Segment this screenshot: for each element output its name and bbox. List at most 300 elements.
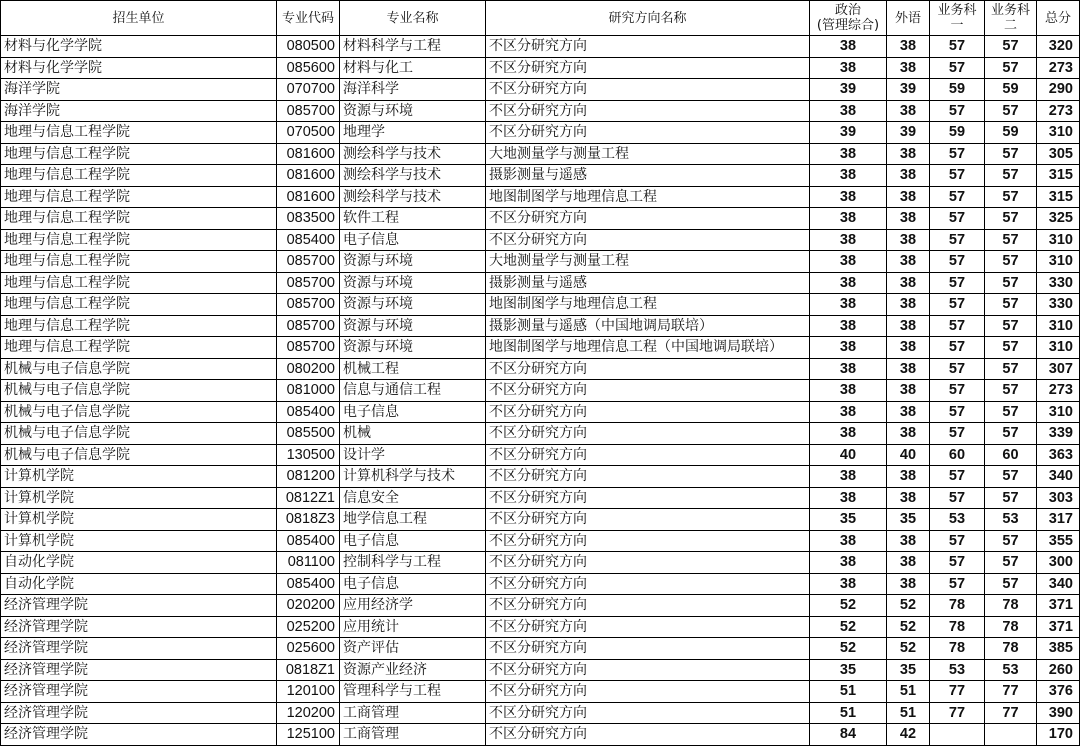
cell-politics: 38 <box>810 100 887 122</box>
cell-unit: 经济管理学院 <box>1 681 277 703</box>
cell-direction: 大地测量学与测量工程 <box>486 251 810 273</box>
cell-subject-one: 57 <box>930 358 985 380</box>
cell-politics: 84 <box>810 724 887 746</box>
cell-subject-two: 57 <box>985 143 1037 165</box>
cell-unit: 地理与信息工程学院 <box>1 251 277 273</box>
cell-unit: 海洋学院 <box>1 100 277 122</box>
table-row <box>1 616 1080 638</box>
cell-unit: 计算机学院 <box>1 487 277 509</box>
cell-unit: 机械与电子信息学院 <box>1 358 277 380</box>
cell-unit: 自动化学院 <box>1 573 277 595</box>
cell-total: 273 <box>1037 57 1080 79</box>
cell-unit: 地理与信息工程学院 <box>1 122 277 144</box>
cell-foreign-language: 38 <box>887 100 930 122</box>
table-row <box>1 444 1080 466</box>
cell-foreign-language: 38 <box>887 251 930 273</box>
cell-unit: 地理与信息工程学院 <box>1 229 277 251</box>
cell-politics: 51 <box>810 702 887 724</box>
table-body <box>1 36 1080 746</box>
cell-subject-two: 57 <box>985 573 1037 595</box>
cell-unit: 经济管理学院 <box>1 616 277 638</box>
cell-subject-two: 57 <box>985 401 1037 423</box>
cell-total: 170 <box>1037 724 1080 746</box>
cell-unit: 地理与信息工程学院 <box>1 272 277 294</box>
cell-total: 390 <box>1037 702 1080 724</box>
cell-direction: 不区分研究方向 <box>486 444 810 466</box>
header-code: 专业代码 <box>277 1 340 36</box>
cell-politics: 38 <box>810 552 887 574</box>
cell-politics: 38 <box>810 272 887 294</box>
cell-direction: 不区分研究方向 <box>486 552 810 574</box>
cell-subject-two: 57 <box>985 294 1037 316</box>
header-major: 专业名称 <box>340 1 486 36</box>
cell-politics: 38 <box>810 315 887 337</box>
cell-politics: 38 <box>810 143 887 165</box>
cell-major-name: 资源与环境 <box>340 315 486 337</box>
cell-subject-one: 57 <box>930 57 985 79</box>
cell-direction: 不区分研究方向 <box>486 487 810 509</box>
cell-unit: 地理与信息工程学院 <box>1 337 277 359</box>
cell-subject-two: 57 <box>985 229 1037 251</box>
table-row <box>1 294 1080 316</box>
cell-politics: 38 <box>810 208 887 230</box>
cell-total: 305 <box>1037 143 1080 165</box>
cell-foreign-language: 38 <box>887 208 930 230</box>
cell-politics: 35 <box>810 509 887 531</box>
cell-direction: 不区分研究方向 <box>486 509 810 531</box>
cell-direction: 不区分研究方向 <box>486 595 810 617</box>
header-foreign-language: 外语 <box>887 1 930 36</box>
cell-direction: 不区分研究方向 <box>486 401 810 423</box>
cell-major-code: 085700 <box>277 337 340 359</box>
cell-total: 260 <box>1037 659 1080 681</box>
cell-unit: 经济管理学院 <box>1 724 277 746</box>
cell-subject-one: 78 <box>930 595 985 617</box>
cell-major-code: 081000 <box>277 380 340 402</box>
cell-subject-two: 59 <box>985 79 1037 101</box>
cell-foreign-language: 38 <box>887 186 930 208</box>
cell-foreign-language: 38 <box>887 573 930 595</box>
cell-subject-one: 57 <box>930 401 985 423</box>
cell-politics: 52 <box>810 638 887 660</box>
table-row <box>1 315 1080 337</box>
cell-subject-one: 78 <box>930 638 985 660</box>
cell-subject-one <box>930 724 985 746</box>
cell-major-code: 085700 <box>277 100 340 122</box>
cell-foreign-language: 38 <box>887 229 930 251</box>
cell-direction: 不区分研究方向 <box>486 122 810 144</box>
cell-unit: 计算机学院 <box>1 509 277 531</box>
table-row <box>1 509 1080 531</box>
cell-foreign-language: 38 <box>887 530 930 552</box>
cell-unit: 地理与信息工程学院 <box>1 186 277 208</box>
cell-major-name: 资源产业经济 <box>340 659 486 681</box>
table-row <box>1 401 1080 423</box>
cell-major-code: 081200 <box>277 466 340 488</box>
table-row <box>1 552 1080 574</box>
cell-total: 310 <box>1037 315 1080 337</box>
cell-subject-one: 57 <box>930 573 985 595</box>
cell-major-code: 0812Z1 <box>277 487 340 509</box>
cell-politics: 38 <box>810 165 887 187</box>
cell-direction: 不区分研究方向 <box>486 466 810 488</box>
cell-politics: 38 <box>810 423 887 445</box>
table-row <box>1 659 1080 681</box>
cell-politics: 38 <box>810 401 887 423</box>
cell-foreign-language: 38 <box>887 552 930 574</box>
cell-major-name: 软件工程 <box>340 208 486 230</box>
cell-subject-one: 57 <box>930 530 985 552</box>
cell-foreign-language: 38 <box>887 36 930 58</box>
table-row <box>1 466 1080 488</box>
cell-subject-two: 78 <box>985 616 1037 638</box>
cell-politics: 38 <box>810 487 887 509</box>
cell-total: 317 <box>1037 509 1080 531</box>
cell-foreign-language: 51 <box>887 681 930 703</box>
cell-subject-two: 57 <box>985 100 1037 122</box>
cell-major-name: 材料科学与工程 <box>340 36 486 58</box>
cell-major-code: 120100 <box>277 681 340 703</box>
table-row <box>1 487 1080 509</box>
table-row <box>1 573 1080 595</box>
cell-total: 385 <box>1037 638 1080 660</box>
cell-foreign-language: 38 <box>887 143 930 165</box>
cell-subject-two: 57 <box>985 36 1037 58</box>
table-row <box>1 36 1080 58</box>
cell-politics: 38 <box>810 57 887 79</box>
cell-subject-two: 57 <box>985 552 1037 574</box>
table-row <box>1 530 1080 552</box>
cell-unit: 材料与化学学院 <box>1 57 277 79</box>
cell-major-code: 020200 <box>277 595 340 617</box>
cell-subject-two: 59 <box>985 122 1037 144</box>
cell-politics: 40 <box>810 444 887 466</box>
cell-subject-one: 57 <box>930 487 985 509</box>
cell-unit: 经济管理学院 <box>1 638 277 660</box>
header-politics: 政治 (管理综合) <box>810 1 887 36</box>
table-row <box>1 251 1080 273</box>
cell-foreign-language: 35 <box>887 659 930 681</box>
cell-direction: 不区分研究方向 <box>486 208 810 230</box>
cell-major-name: 测绘科学与技术 <box>340 186 486 208</box>
cell-foreign-language: 38 <box>887 165 930 187</box>
cell-foreign-language: 38 <box>887 466 930 488</box>
cell-major-code: 083500 <box>277 208 340 230</box>
cell-subject-two: 57 <box>985 272 1037 294</box>
cell-unit: 计算机学院 <box>1 466 277 488</box>
cell-major-name: 地理学 <box>340 122 486 144</box>
cell-major-code: 085400 <box>277 401 340 423</box>
cell-politics: 38 <box>810 36 887 58</box>
cell-subject-one: 77 <box>930 702 985 724</box>
cell-major-name: 应用经济学 <box>340 595 486 617</box>
cell-major-name: 信息与通信工程 <box>340 380 486 402</box>
cell-subject-two: 57 <box>985 466 1037 488</box>
cell-subject-two: 53 <box>985 509 1037 531</box>
cell-subject-one: 53 <box>930 659 985 681</box>
cell-direction: 摄影测量与遥感（中国地调局联培） <box>486 315 810 337</box>
cell-total: 371 <box>1037 595 1080 617</box>
cell-major-code: 070500 <box>277 122 340 144</box>
cell-major-name: 管理科学与工程 <box>340 681 486 703</box>
cell-unit: 地理与信息工程学院 <box>1 165 277 187</box>
cell-politics: 38 <box>810 466 887 488</box>
cell-politics: 52 <box>810 595 887 617</box>
table-row <box>1 57 1080 79</box>
cell-foreign-language: 35 <box>887 509 930 531</box>
table-row <box>1 681 1080 703</box>
cell-unit: 地理与信息工程学院 <box>1 315 277 337</box>
cell-subject-two: 57 <box>985 530 1037 552</box>
cell-direction: 不区分研究方向 <box>486 724 810 746</box>
header-subject-two: 业务科 二 <box>985 1 1037 36</box>
cell-major-code: 085600 <box>277 57 340 79</box>
cell-direction: 不区分研究方向 <box>486 57 810 79</box>
cell-major-code: 125100 <box>277 724 340 746</box>
cell-major-name: 工商管理 <box>340 702 486 724</box>
cell-subject-one: 57 <box>930 272 985 294</box>
cell-subject-two: 57 <box>985 337 1037 359</box>
cell-major-name: 资源与环境 <box>340 294 486 316</box>
cell-foreign-language: 52 <box>887 616 930 638</box>
cell-total: 340 <box>1037 573 1080 595</box>
cell-major-code: 081600 <box>277 186 340 208</box>
cell-politics: 38 <box>810 530 887 552</box>
cell-politics: 35 <box>810 659 887 681</box>
table-row <box>1 358 1080 380</box>
cell-major-code: 081600 <box>277 165 340 187</box>
cell-foreign-language: 38 <box>887 358 930 380</box>
cell-direction: 地图制图学与地理信息工程 <box>486 186 810 208</box>
cell-total: 310 <box>1037 122 1080 144</box>
cell-direction: 不区分研究方向 <box>486 573 810 595</box>
table-header <box>1 1 1080 36</box>
cell-major-code: 085700 <box>277 251 340 273</box>
cell-foreign-language: 39 <box>887 79 930 101</box>
cell-unit: 经济管理学院 <box>1 702 277 724</box>
table-row <box>1 702 1080 724</box>
cell-unit: 机械与电子信息学院 <box>1 444 277 466</box>
cell-foreign-language: 38 <box>887 423 930 445</box>
cell-subject-one: 57 <box>930 143 985 165</box>
cell-total: 376 <box>1037 681 1080 703</box>
cell-subject-one: 57 <box>930 552 985 574</box>
table-row <box>1 272 1080 294</box>
cell-total: 273 <box>1037 100 1080 122</box>
cell-subject-one: 57 <box>930 337 985 359</box>
cell-subject-one: 57 <box>930 36 985 58</box>
cell-total: 330 <box>1037 294 1080 316</box>
cell-major-name: 电子信息 <box>340 401 486 423</box>
cell-total: 310 <box>1037 401 1080 423</box>
cell-politics: 38 <box>810 573 887 595</box>
cell-major-name: 资源与环境 <box>340 272 486 294</box>
cell-subject-two: 60 <box>985 444 1037 466</box>
cell-total: 315 <box>1037 186 1080 208</box>
cell-foreign-language: 38 <box>887 272 930 294</box>
cell-direction: 不区分研究方向 <box>486 616 810 638</box>
cell-major-name: 海洋科学 <box>340 79 486 101</box>
cell-foreign-language: 38 <box>887 294 930 316</box>
cell-subject-two: 77 <box>985 702 1037 724</box>
cell-politics: 38 <box>810 294 887 316</box>
cell-subject-one: 53 <box>930 509 985 531</box>
cell-major-code: 130500 <box>277 444 340 466</box>
cell-foreign-language: 52 <box>887 595 930 617</box>
table-row <box>1 724 1080 746</box>
cell-subject-two: 57 <box>985 57 1037 79</box>
cell-foreign-language: 40 <box>887 444 930 466</box>
cell-major-code: 085700 <box>277 315 340 337</box>
cell-direction: 不区分研究方向 <box>486 229 810 251</box>
cell-subject-two: 78 <box>985 638 1037 660</box>
cell-unit: 机械与电子信息学院 <box>1 423 277 445</box>
cell-major-name: 材料与化工 <box>340 57 486 79</box>
cell-total: 339 <box>1037 423 1080 445</box>
cell-subject-one: 57 <box>930 229 985 251</box>
header-unit: 招生单位 <box>1 1 277 36</box>
table-row <box>1 229 1080 251</box>
cell-politics: 38 <box>810 251 887 273</box>
cell-direction: 不区分研究方向 <box>486 358 810 380</box>
cell-major-code: 025200 <box>277 616 340 638</box>
cell-major-name: 资源与环境 <box>340 251 486 273</box>
cell-subject-one: 59 <box>930 79 985 101</box>
table-row <box>1 79 1080 101</box>
cell-unit: 机械与电子信息学院 <box>1 380 277 402</box>
cell-politics: 38 <box>810 229 887 251</box>
cell-unit: 自动化学院 <box>1 552 277 574</box>
cell-politics: 38 <box>810 380 887 402</box>
cell-total: 355 <box>1037 530 1080 552</box>
cell-subject-two: 57 <box>985 423 1037 445</box>
cell-subject-two: 78 <box>985 595 1037 617</box>
cell-major-name: 电子信息 <box>340 573 486 595</box>
table-row <box>1 595 1080 617</box>
cell-direction: 摄影测量与遥感 <box>486 165 810 187</box>
cell-total: 303 <box>1037 487 1080 509</box>
cell-foreign-language: 52 <box>887 638 930 660</box>
cell-foreign-language: 38 <box>887 315 930 337</box>
cell-major-name: 资源与环境 <box>340 100 486 122</box>
cell-subject-one: 57 <box>930 165 985 187</box>
table-row <box>1 122 1080 144</box>
cell-direction: 不区分研究方向 <box>486 638 810 660</box>
cell-total: 340 <box>1037 466 1080 488</box>
cell-major-name: 控制科学与工程 <box>340 552 486 574</box>
cell-major-code: 0818Z1 <box>277 659 340 681</box>
cell-unit: 地理与信息工程学院 <box>1 208 277 230</box>
table-row <box>1 380 1080 402</box>
cell-major-code: 080500 <box>277 36 340 58</box>
cell-major-name: 设计学 <box>340 444 486 466</box>
cell-major-code: 081100 <box>277 552 340 574</box>
cell-major-code: 085400 <box>277 530 340 552</box>
cell-major-name: 应用统计 <box>340 616 486 638</box>
cell-major-code: 085400 <box>277 573 340 595</box>
cell-foreign-language: 38 <box>887 380 930 402</box>
cell-subject-two: 57 <box>985 487 1037 509</box>
cell-total: 325 <box>1037 208 1080 230</box>
cell-foreign-language: 51 <box>887 702 930 724</box>
cell-major-code: 080200 <box>277 358 340 380</box>
cell-unit: 机械与电子信息学院 <box>1 401 277 423</box>
cell-subject-one: 57 <box>930 100 985 122</box>
cell-direction: 不区分研究方向 <box>486 659 810 681</box>
cell-politics: 39 <box>810 79 887 101</box>
cell-subject-two: 53 <box>985 659 1037 681</box>
cell-politics: 38 <box>810 358 887 380</box>
table-row <box>1 337 1080 359</box>
header-subject-one: 业务科 一 <box>930 1 985 36</box>
cell-total: 320 <box>1037 36 1080 58</box>
cell-major-code: 081600 <box>277 143 340 165</box>
cell-total: 273 <box>1037 380 1080 402</box>
cell-unit: 海洋学院 <box>1 79 277 101</box>
table-row <box>1 186 1080 208</box>
cell-subject-two: 57 <box>985 186 1037 208</box>
table-row <box>1 423 1080 445</box>
cell-subject-two: 57 <box>985 380 1037 402</box>
cell-politics: 39 <box>810 122 887 144</box>
cell-major-code: 070700 <box>277 79 340 101</box>
cell-total: 330 <box>1037 272 1080 294</box>
cell-foreign-language: 38 <box>887 57 930 79</box>
cell-subject-one: 57 <box>930 251 985 273</box>
cell-total: 290 <box>1037 79 1080 101</box>
cell-politics: 51 <box>810 681 887 703</box>
cell-politics: 52 <box>810 616 887 638</box>
cell-total: 307 <box>1037 358 1080 380</box>
table-row <box>1 638 1080 660</box>
cell-major-code: 0818Z3 <box>277 509 340 531</box>
header-row <box>1 1 1080 36</box>
cell-total: 310 <box>1037 251 1080 273</box>
cell-subject-one: 77 <box>930 681 985 703</box>
cell-subject-one: 57 <box>930 423 985 445</box>
table-row <box>1 100 1080 122</box>
cell-direction: 不区分研究方向 <box>486 380 810 402</box>
cell-total: 363 <box>1037 444 1080 466</box>
cell-major-name: 测绘科学与技术 <box>340 143 486 165</box>
cell-direction: 不区分研究方向 <box>486 79 810 101</box>
cell-major-name: 资产评估 <box>340 638 486 660</box>
table-row <box>1 208 1080 230</box>
cell-major-code: 025600 <box>277 638 340 660</box>
table-row <box>1 143 1080 165</box>
cell-subject-one: 60 <box>930 444 985 466</box>
cell-major-name: 信息安全 <box>340 487 486 509</box>
cell-major-name: 资源与环境 <box>340 337 486 359</box>
cell-major-name: 机械 <box>340 423 486 445</box>
cell-major-code: 085400 <box>277 229 340 251</box>
cell-direction: 大地测量学与测量工程 <box>486 143 810 165</box>
cell-direction: 不区分研究方向 <box>486 530 810 552</box>
table-row <box>1 165 1080 187</box>
header-total: 总分 <box>1037 1 1080 36</box>
cell-unit: 经济管理学院 <box>1 659 277 681</box>
cell-subject-one: 57 <box>930 466 985 488</box>
cell-total: 310 <box>1037 337 1080 359</box>
cell-foreign-language: 38 <box>887 487 930 509</box>
cell-subject-one: 57 <box>930 208 985 230</box>
cell-major-name: 计算机科学与技术 <box>340 466 486 488</box>
cell-direction: 不区分研究方向 <box>486 681 810 703</box>
cell-subject-two: 57 <box>985 165 1037 187</box>
cell-unit: 地理与信息工程学院 <box>1 143 277 165</box>
cell-subject-one: 57 <box>930 315 985 337</box>
cell-major-code: 085700 <box>277 294 340 316</box>
